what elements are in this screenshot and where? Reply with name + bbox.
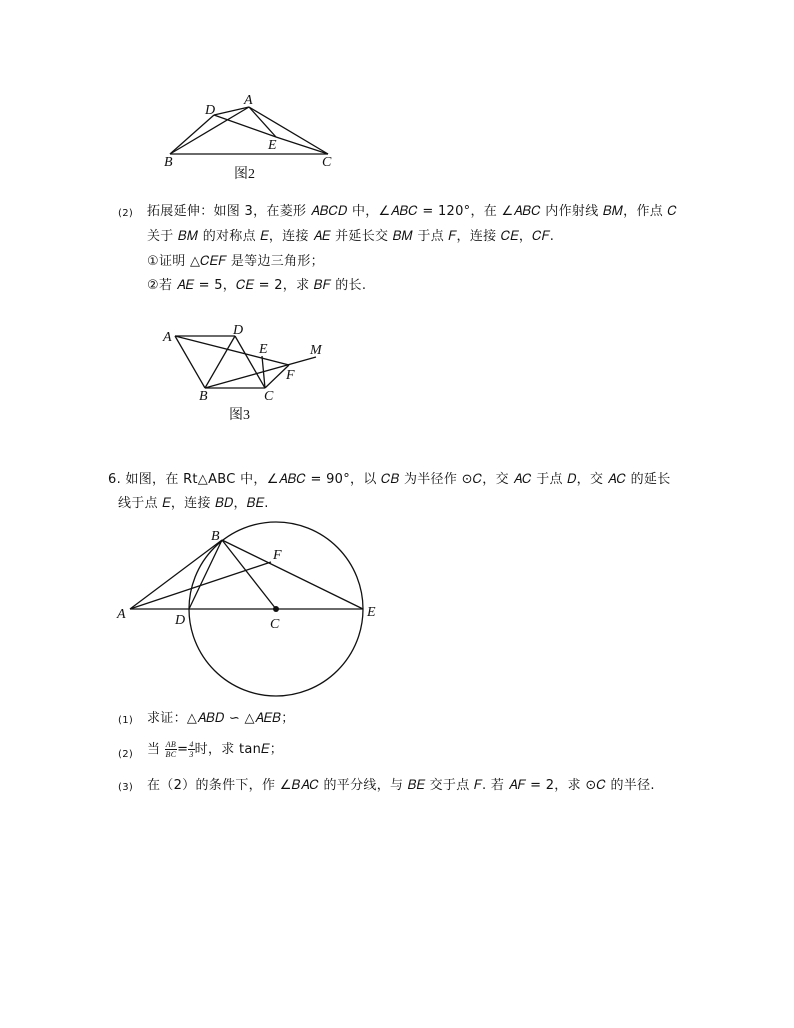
fig2-segment-bd: [170, 115, 214, 154]
fig2-label-c: C: [322, 155, 332, 170]
fig3-ray-bm: [205, 357, 316, 388]
q2-sub-2: ②若 𝐴𝐸 = 5，𝐶𝐸 = 2，求 𝐵𝐹 的长.: [147, 278, 367, 293]
sub-1-number: (1): [118, 715, 134, 726]
sub-2-text: [147, 740, 283, 759]
fig2-label-e: E: [268, 138, 277, 153]
fig3-label-b: B: [199, 389, 208, 404]
fig3-label-a: A: [163, 330, 172, 345]
fig3-label-m: M: [310, 343, 322, 358]
fig6-label-b: B: [211, 529, 220, 544]
fig6-segment-af: [130, 562, 271, 609]
q2-line-1: 拓展延伸：如图 3，在菱形 𝐴𝐵𝐶𝐷 中，∠𝐴𝐵𝐶 = 120°，在 ∠𝐴𝐵𝐶 内作射线 𝐵𝑀，作点 𝐶: [147, 204, 678, 219]
fig3-label-f: F: [286, 368, 295, 383]
q2-sub-1: ①证明 △𝐶𝐸𝐹 是等边三角形；: [147, 254, 324, 269]
q6-line-2: 线于点 𝐸，连接 𝐵𝐷，𝐵𝐸.: [118, 496, 269, 511]
sub-2-frac1-bot: BC: [165, 750, 177, 759]
sub-2-post: 时，求 tan𝐸；: [194, 742, 284, 757]
fig3-segment-ab: [175, 336, 205, 388]
fig3-label-c: C: [264, 389, 274, 404]
q2-line-2: 关于 𝐵𝑀 的对称点 𝐸，连接 𝐴𝐸 并延长交 𝐵𝑀 于点 𝐹，连接 𝐶𝐸，𝐶𝐹.: [147, 229, 555, 244]
sub-3-number: (3): [118, 782, 134, 793]
fig6-segment-be: [222, 540, 363, 609]
fig6-label-a: A: [117, 607, 126, 622]
sub-2-frac2-top: 4: [189, 740, 194, 749]
q6-line-1: 6. 如图，在 Rt△ABC 中，∠𝐴𝐵𝐶 = 90°，以 𝐶𝐵 为半径作 ⊙𝐶，交 𝐴𝐶 于点 𝐷，交 𝐴𝐶 的延长: [108, 472, 671, 487]
fig2-segment-ac: [249, 107, 328, 154]
fig6-label-e: E: [367, 605, 376, 620]
sub-3-text: 在（2）的条件下，作 ∠𝐵𝐴𝐶 的平分线，与 𝐵𝐸 交于点 𝐹. 若 𝐴𝐹 = 2，求 ⊙𝐶 的半径.: [147, 778, 655, 793]
fig6-label-f: F: [273, 548, 282, 563]
sub-2-frac1-top: AB: [165, 740, 177, 749]
fig6-segment-bd: [189, 540, 222, 609]
fig2-segment-da: [214, 107, 249, 115]
fig6-label-c: C: [270, 617, 280, 632]
sub-1-text: 求证：△𝐴𝐵𝐷 ∽ △𝐴𝐸𝐵；: [147, 711, 295, 726]
fig3-caption: 图3: [229, 408, 250, 423]
fig6-segment-bc: [222, 540, 276, 609]
sub-2-fraction-ab-bc: [165, 740, 177, 759]
fig2-label-d: D: [205, 103, 216, 118]
fig3-segment-bd: [205, 336, 235, 388]
fig6-segment-ab: [130, 540, 222, 609]
fig2-label-b: B: [164, 155, 173, 170]
fig6-center-point: [273, 606, 279, 612]
sub-2-number: (2): [118, 749, 134, 760]
fig3-label-d: D: [233, 323, 244, 338]
sub-2-frac2-bot: 3: [189, 750, 194, 759]
fig3-label-e: E: [259, 342, 268, 357]
fig6-label-d: D: [175, 613, 186, 628]
q2-number: (2): [118, 208, 134, 219]
fig2-segment-ec: [276, 137, 328, 154]
sub-2-eq: =: [177, 742, 189, 757]
fig2-caption: 图2: [234, 167, 255, 182]
fig2-label-a: A: [244, 93, 253, 108]
sub-2-pre: 当: [147, 742, 161, 757]
